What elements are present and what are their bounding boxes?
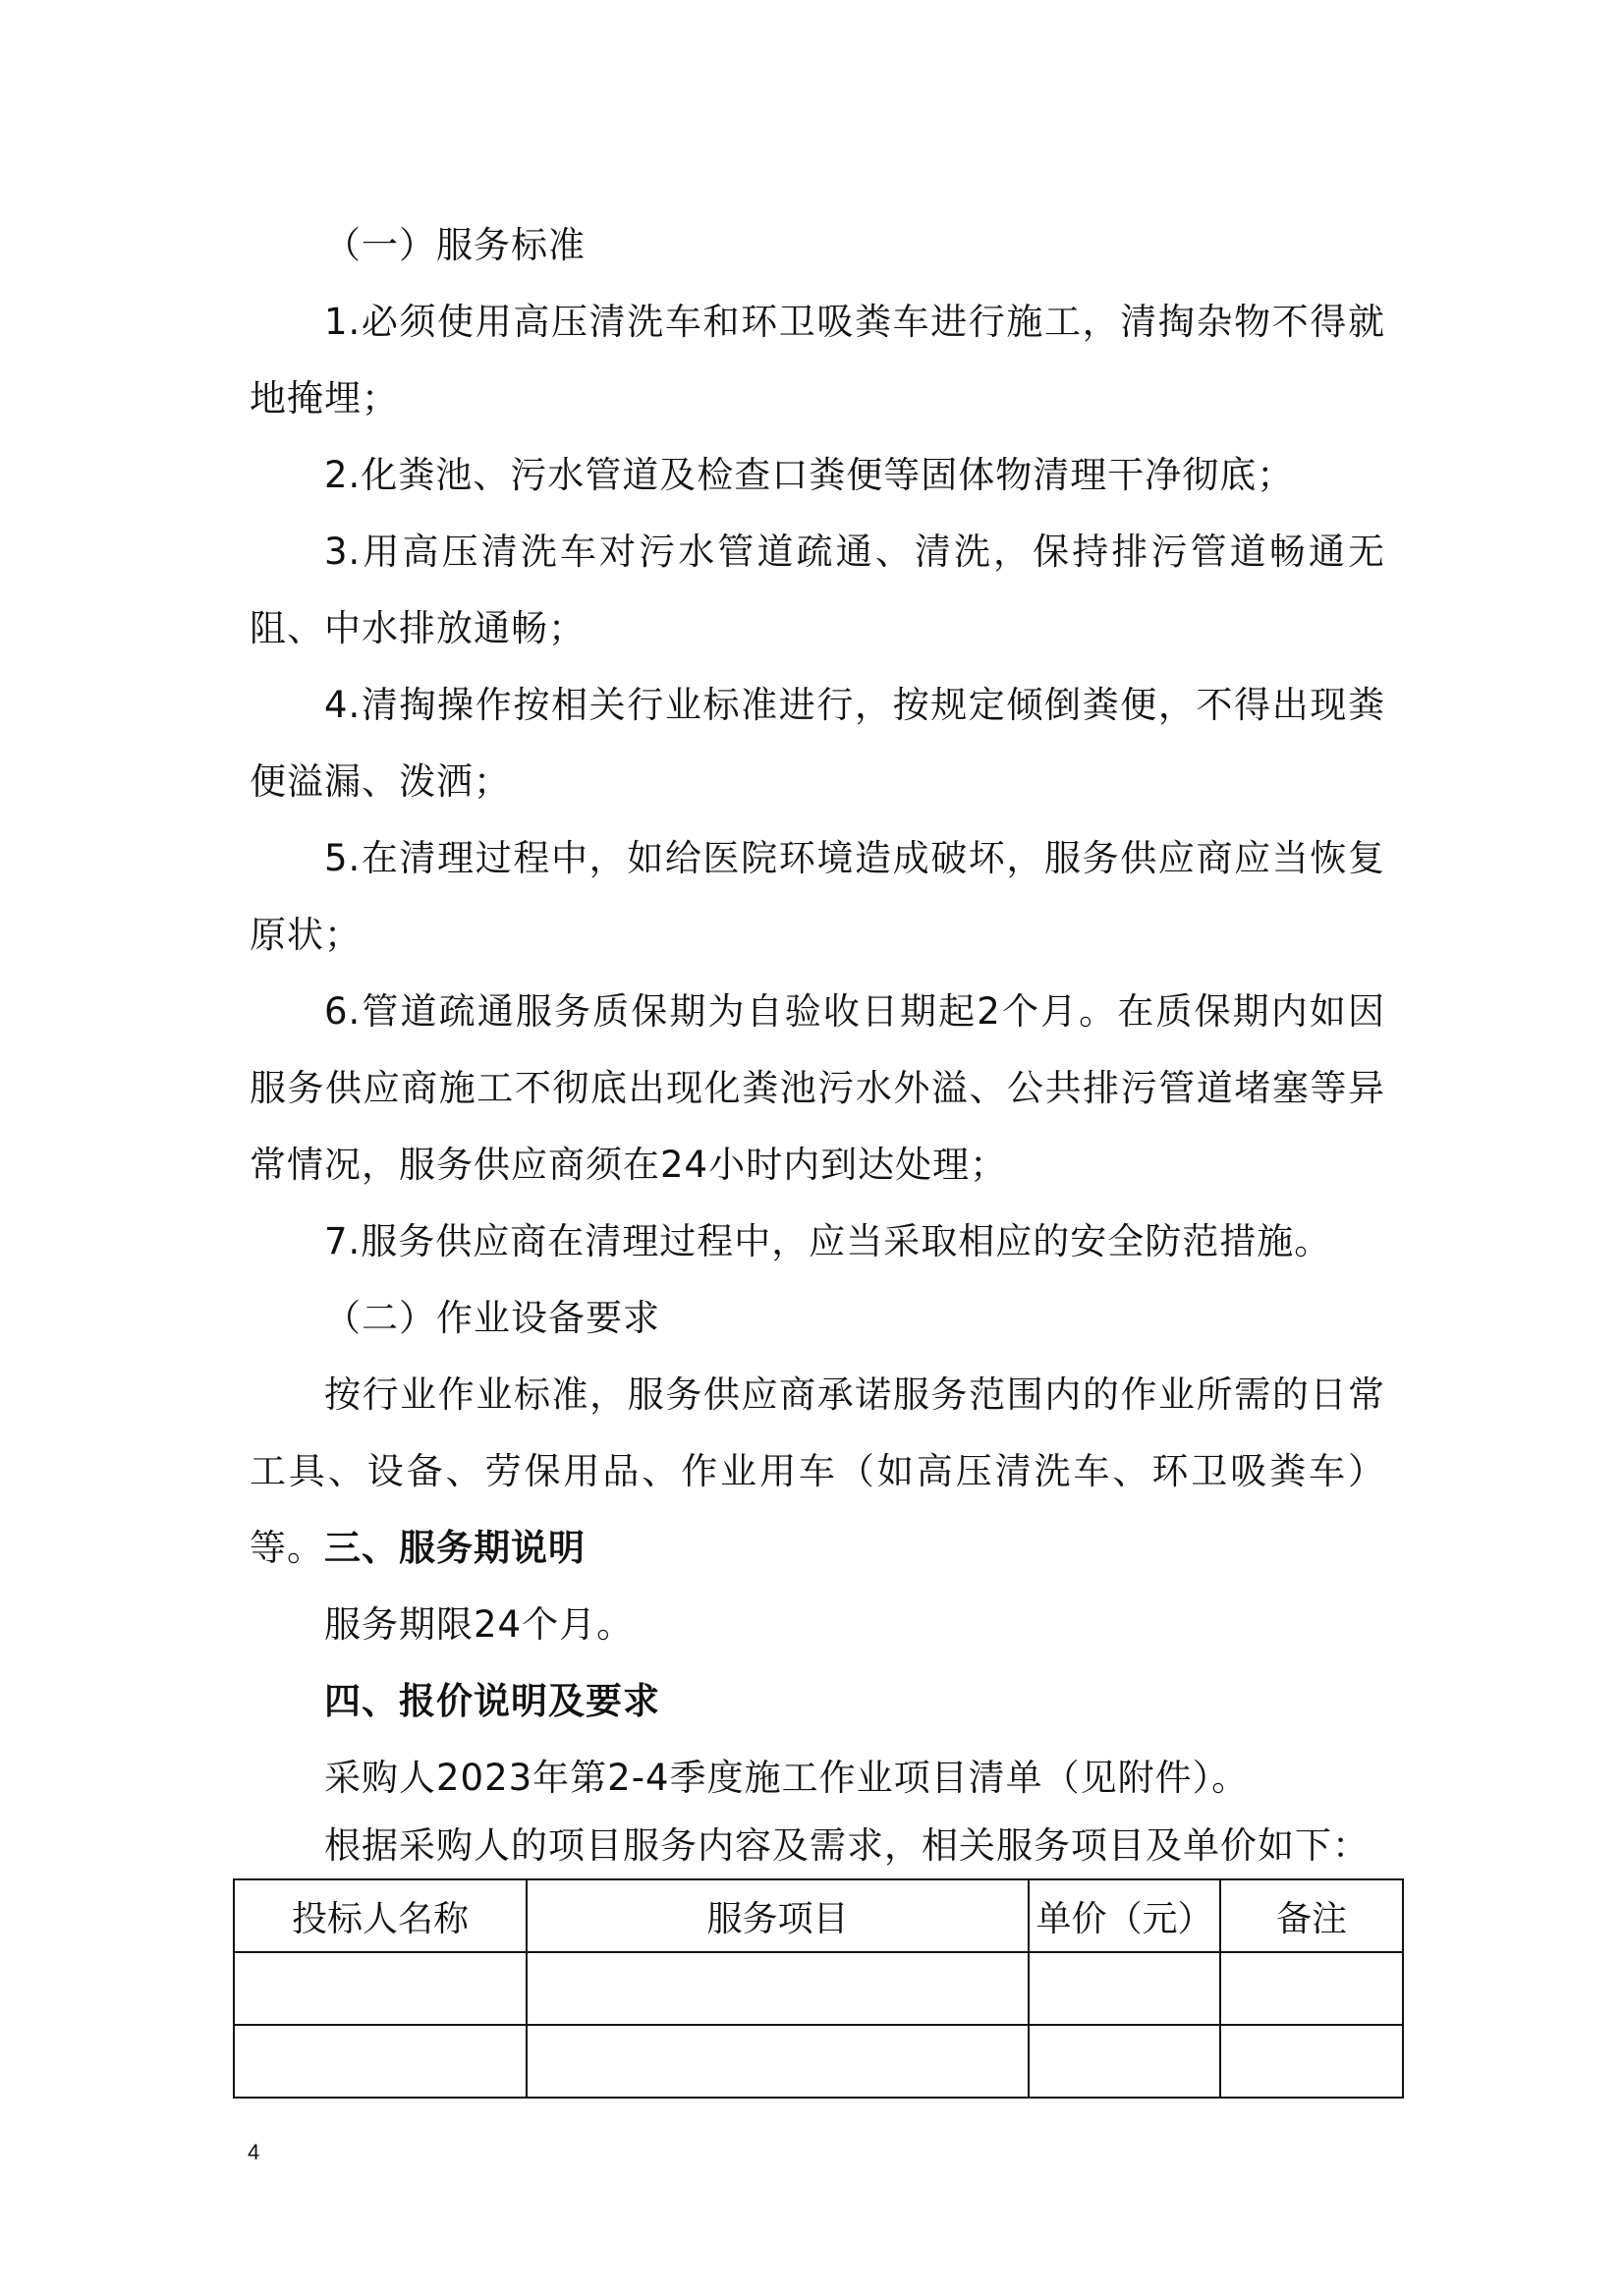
item-5: 5.在清理过程中，如给医院环境造成破坏，服务供应商应当恢复原状； bbox=[250, 837, 1385, 956]
column-header-unit-price: 单价（元） bbox=[1029, 1879, 1220, 1952]
table-cell bbox=[527, 1952, 1029, 2025]
table-cell bbox=[1029, 1952, 1220, 2025]
table-cell bbox=[1220, 1952, 1403, 2025]
table-row bbox=[234, 2025, 1403, 2098]
price-table bbox=[233, 1878, 1404, 2099]
quote-paragraph-2: 根据采购人的项目服务内容及需求，相关服务项目及单价如下： bbox=[324, 1824, 1370, 1867]
equipment-paragraph: 按行业作业标准，服务供应商承诺服务范围内的作业所需的日常工具、设备、劳保用品、作业用车（如高压清洗车、环卫吸粪车）等。 bbox=[250, 1373, 1385, 1569]
service-period-paragraph: 服务期限24个月。 bbox=[324, 1603, 635, 1646]
quote-paragraph-1: 采购人2023年第2-4季度施工作业项目清单（见附件）。 bbox=[324, 1757, 1250, 1799]
column-header-service-item: 服务项目 bbox=[527, 1879, 1029, 1952]
item-4: 4.清掏操作按相关行业标准进行，按规定倾倒粪便，不得出现粪便溢漏、泼洒； bbox=[250, 684, 1385, 803]
item-7: 7.服务供应商在清理过程中，应当采取相应的安全防范措施。 bbox=[324, 1220, 1332, 1262]
table-row bbox=[234, 1952, 1403, 2025]
table-cell bbox=[1220, 2025, 1403, 2098]
section-heading-service-standard: （一）服务标准 bbox=[324, 224, 586, 266]
table-cell bbox=[1029, 2025, 1220, 2098]
item-1: 1.必须使用高压清洗车和环卫吸粪车进行施工，清掏杂物不得就地掩埋； bbox=[250, 301, 1385, 420]
table-cell bbox=[527, 2025, 1029, 2098]
page-number: 4 bbox=[248, 2140, 260, 2164]
item-6: 6.管道疏通服务质保期为自验收日期起2个月。在质保期内如因服务供应商施工不彻底出现化粪池污水外溢、公共排污管道堵塞等异常情况，服务供应商须在24小时内到达处理； bbox=[250, 990, 1385, 1186]
section-heading-equipment: （二）作业设备要求 bbox=[324, 1297, 660, 1339]
heading-quote: 四、报价说明及要求 bbox=[324, 1680, 660, 1722]
item-3: 3.用高压清洗车对污水管道疏通、清洗，保持排污管道畅通无阻、中水排放通畅； bbox=[250, 531, 1385, 649]
heading-service-period: 三、服务期说明 bbox=[324, 1527, 586, 1569]
column-header-remarks: 备注 bbox=[1220, 1879, 1403, 1952]
table-cell bbox=[234, 1952, 527, 2025]
item-2: 2.化粪池、污水管道及检查口粪便等固体物清理干净彻底； bbox=[324, 454, 1295, 496]
column-header-bidder-name: 投标人名称 bbox=[234, 1879, 527, 1952]
table-header-row bbox=[234, 1879, 1403, 1952]
table-cell bbox=[234, 2025, 527, 2098]
